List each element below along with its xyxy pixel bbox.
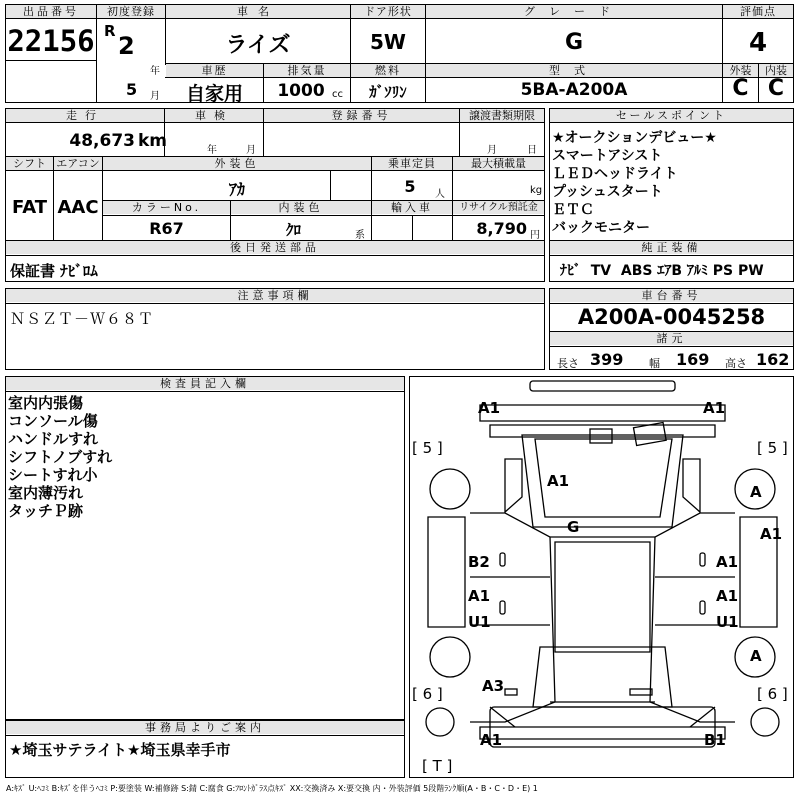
max-load-label: 最大積載量 [453, 157, 544, 170]
import-label: 輸入車 [372, 201, 452, 214]
capacity-value: 5 [404, 177, 416, 196]
score-int-label: 内装 [759, 64, 793, 77]
first-reg-month-unit: 月 [150, 91, 160, 102]
color-no-label: カラーNo. [103, 201, 230, 214]
mileage-unit: km [138, 131, 168, 151]
damage-mark: A [750, 647, 762, 665]
reg-number-label: 登録番号 [264, 109, 459, 122]
damage-mark: A1 [703, 399, 726, 417]
inspector-note: ハンドルすれ [8, 430, 99, 448]
damage-mark: A1 [716, 587, 739, 605]
chassis-value: A200A-0045258 [577, 305, 766, 329]
transfer-doc-label: 譲渡書類期限 [460, 109, 544, 122]
sales-point: ＬＥＤヘッドライト [552, 166, 678, 182]
score-ext: C [732, 76, 749, 101]
equipment-label: 純正装備 [550, 241, 793, 254]
inspector-note: 室内薄汚れ [8, 484, 84, 502]
inspector-label: 検査員記入欄 [6, 377, 404, 390]
mileage-value: 48,673 [69, 131, 135, 151]
car-diagram [409, 376, 794, 778]
damage-mark: [ 5 ] [412, 439, 443, 457]
length-label: 長さ [557, 357, 579, 370]
damage-mark: U1 [468, 613, 491, 631]
model-label: 型式 [426, 64, 722, 77]
office-value: ★埼玉サテライト★埼玉県幸手市 [9, 741, 231, 759]
damage-mark: [ 6 ] [757, 685, 788, 703]
door-value: 5W [370, 30, 406, 54]
damage-mark: A1 [716, 553, 739, 571]
model-value: 5BA-A200A [520, 80, 628, 100]
damage-mark: B2 [468, 553, 490, 571]
fuel-value: ｶﾞｿﾘﾝ [369, 83, 407, 101]
ext-color-label: 外装色 [103, 157, 371, 170]
shift-value: FAT [11, 197, 48, 218]
sales-point: ＥＴＣ [552, 202, 594, 218]
sales-points-label: セールスポイント [550, 109, 793, 122]
first-reg-label: 初度登録 [97, 5, 165, 19]
int-color-value: ｸﾛ [285, 221, 301, 239]
inspection-year-unit: 年 [207, 145, 217, 156]
dims-label: 諸元 [550, 332, 793, 345]
score-label: 評価点 [723, 5, 793, 19]
door-label: ドア形状 [351, 5, 425, 19]
later-parts-label: 後日発送部品 [6, 241, 544, 254]
damage-mark: A1 [480, 731, 503, 749]
sales-point: ★オークションデビュー★ [552, 130, 717, 146]
recycle-unit: 円 [530, 230, 540, 241]
width-label: 幅 [649, 357, 660, 370]
aircon-value: AAC [57, 197, 99, 218]
height-label: 高さ [725, 357, 747, 370]
sales-point: バックモニター [552, 220, 650, 236]
caution-label: 注意事項欄 [6, 289, 544, 302]
damage-mark: [ 5 ] [757, 439, 788, 457]
damage-mark: G [567, 518, 580, 536]
height-value: 162 [756, 350, 790, 369]
transfer-month-unit: 月 [487, 145, 497, 156]
mileage-label: 走行 [6, 109, 164, 122]
history-value: 自家用 [185, 83, 243, 105]
aircon-label: エアコン [54, 157, 102, 170]
history-label: 車歴 [166, 64, 263, 77]
car-name-label: 車名 [166, 5, 350, 19]
width-value: 169 [676, 350, 710, 369]
int-color-label: 内装色 [231, 201, 371, 214]
first-reg-era: R [104, 22, 116, 40]
length-value: 399 [590, 350, 624, 369]
inspector-note: 室内内張傷 [8, 394, 84, 412]
capacity-unit: 人 [435, 189, 445, 200]
score-value: 4 [748, 28, 768, 58]
car-outline [410, 377, 795, 779]
lot-number: 22156 [7, 24, 95, 58]
office-label: 事務局よりご案内 [6, 721, 404, 734]
first-reg-month: 5 [126, 80, 138, 99]
ext-color-value: ｱｶ [228, 180, 245, 199]
score-ext-label: 外装 [723, 64, 758, 77]
damage-mark: [ 6 ] [412, 685, 443, 703]
score-int: C [767, 76, 785, 101]
displacement-value: 1000 [277, 81, 325, 101]
damage-mark: A1 [468, 587, 491, 605]
color-no-value: R67 [149, 219, 184, 238]
recycle-label: リサイクル預託金 [453, 201, 544, 214]
transfer-day-unit: 日 [527, 145, 537, 156]
sales-points-list [552, 129, 717, 237]
later-parts-value: 保証書 ﾅﾋﾞﾛﾑ [10, 262, 98, 280]
grade-label: グレード [426, 5, 722, 19]
inspection-label: 車検 [165, 109, 263, 122]
displacement-unit: cc [332, 89, 343, 100]
damage-mark: A1 [478, 399, 501, 417]
first-reg-year-unit: 年 [150, 66, 160, 77]
equipment-value: ﾅﾋﾞ TV ABS ｴｱB ｱﾙﾐ PS PW [560, 263, 764, 279]
damage-mark: [ T ] [422, 757, 453, 775]
inspector-notes [8, 394, 112, 520]
capacity-label: 乗車定員 [372, 157, 452, 170]
fuel-label: 燃料 [351, 64, 425, 77]
int-color-unit: 系 [355, 230, 365, 241]
caution-value: ＮＳＺＴ－Ｗ６８Ｔ [10, 310, 155, 328]
damage-mark: A [750, 483, 762, 501]
shift-label: シフト [6, 157, 53, 170]
damage-mark: B1 [704, 731, 726, 749]
sales-point: スマートアシスト [552, 148, 663, 164]
inspection-month-unit: 月 [246, 145, 256, 156]
lot-label: 出品番号 [6, 5, 96, 19]
inspector-note: シートすれ小 [8, 466, 98, 484]
sales-point: プッシュスタート [552, 184, 663, 200]
displacement-label: 排気量 [264, 64, 350, 77]
max-load-unit: kg [530, 185, 543, 196]
damage-mark: A3 [482, 677, 505, 695]
car-name: ライズ [225, 33, 291, 58]
recycle-value: 8,790 [476, 219, 527, 238]
damage-mark: A1 [760, 525, 783, 543]
damage-mark: A1 [547, 472, 570, 490]
inspector-note: タッチＰ跡 [8, 502, 84, 520]
legend: A:ｷｽﾞ U:ﾍｺﾐ B:ｷｽﾞを伴うﾍｺﾐ P:要塗装 W:補修跡 S:錆 C:腐食 G:ﾌﾛﾝﾄｶﾞﾗｽ点ｷｽﾞ XX:交換済み X:要交換 内・外装評価 5段階ﾗﾝｸ順(A・B・C・D・E) 1 [6, 784, 538, 793]
inspector-note: シフトノブすれ [8, 448, 113, 466]
inspector-note: コンソール傷 [8, 412, 98, 430]
damage-mark: U1 [716, 613, 739, 631]
first-reg-year: 2 [118, 32, 135, 60]
chassis-label: 車台番号 [550, 289, 793, 302]
grade-value: G [564, 30, 584, 55]
